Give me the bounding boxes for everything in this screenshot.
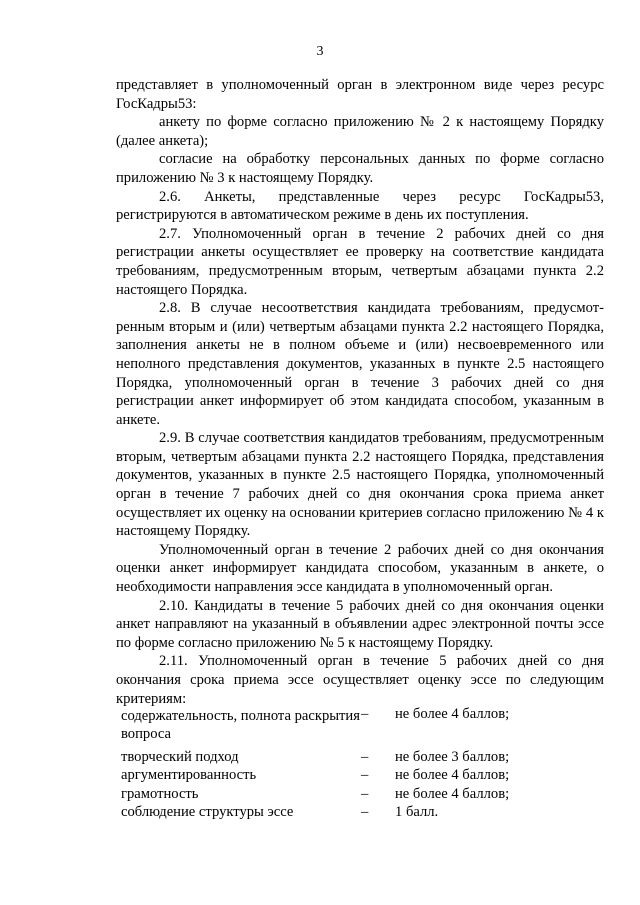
paragraph-notification: Уполномоченный орган в течение 2 рабочих дней со дня окончания оценки анкет информирует кандидата способом, указанным в анкете, о необходимости направления эссе кандидата в уполномоченный орган.: [116, 541, 604, 596]
paragraph-questionnaire: анкету по форме согласно приложению № 2 к настоящему Порядку (далее анкета);: [116, 114, 604, 149]
criterion-dash: –: [361, 785, 369, 802]
criterion-dash: –: [361, 804, 369, 821]
criterion-score: не более 4 баллов;: [395, 706, 510, 722]
criterion-name: содержательность, полнота раскрытия вопроса: [121, 708, 360, 743]
criterion-dash: –: [361, 767, 369, 784]
criteria-table: [121, 707, 581, 821]
criteria-row: [121, 803, 581, 821]
paragraph-2-8: 2.8. В случае несоответствия кандидата требованиям, предусмотренным вторым и (или) четвертым абзацами пункта 2.2 настоящего Порядка, заполнения анкеты не в полном объеме и (или) несвоевременного или неполного представления документов, указанных в пункте 2.5 настоящего Порядка, уполномоченный орган в течение 3 рабочих дней со дня регистрации анкет информирует об этом кандидата способом, указанным в анкете.: [116, 300, 604, 428]
paragraph-submission-intro: представляет в уполномоченный орган в электронном виде через ресурс ГосКадры53:: [116, 77, 604, 112]
paragraph-consent: согласие на обработку персональных данных по форме согласно приложению № 3 к настоящему Порядку.: [116, 151, 604, 186]
paragraph-2-7: 2.7. Уполномоченный орган в течение 2 рабочих дней со дня регистрации анкеты осуществляет ее проверку на соответствие кандидата требованиям, предусмотренным вторым, четвертым абзацами пункта 2.2 настоящего Порядка.: [116, 225, 604, 298]
criteria-row: [121, 785, 581, 803]
criteria-row: [121, 748, 581, 766]
criterion-score: не более 4 баллов;: [395, 785, 510, 802]
criterion-dash: –: [361, 706, 369, 722]
criteria-row: [121, 766, 581, 784]
paragraph-2-9: 2.9. В случае соответствия кандидатов требованиям, предусмотренным вторым, четвертым абзацами пункта 2.2 настоящего Порядка, представления документов, указанных в пункте 2.5 настоящего Порядка, уполномоченный орган в течение 7 рабочих дней со дня окончания срока приема анкет осуществляет их оценку на основании критериев согласно приложению № 4 к настоящему Порядку.: [116, 430, 604, 540]
criterion-name: соблюдение структуры эссе: [121, 804, 294, 821]
paragraph-2-11: 2.11. Уполномоченный орган в течение 5 рабочих дней со дня окончания срока приема эссе осуществляет оценку эссе по следующим критериям:: [116, 653, 604, 707]
criterion-score: 1 балл.: [395, 804, 439, 821]
criterion-score: не более 3 баллов;: [395, 748, 510, 765]
criterion-name: грамотность: [121, 785, 199, 802]
criterion-dash: –: [361, 748, 369, 765]
paragraph-2-6: 2.6. Анкеты, представленные через ресурс ГосКадры53, регистрируются в автоматическом режиме в день их поступления.: [116, 188, 604, 224]
page-number: 3: [316, 44, 324, 59]
criterion-score: не более 4 баллов;: [395, 767, 510, 784]
criterion-name: творческий подход: [121, 748, 239, 765]
criterion-name: аргументированность: [121, 767, 257, 784]
document-body: [116, 76, 604, 708]
paragraph-2-10: 2.10. Кандидаты в течение 5 рабочих дней со дня окончания оценки анкет направляют на указанный в объявлении адрес электронной почты эссе по форме согласно приложению № 5 к настоящему Порядку.: [116, 597, 604, 651]
criteria-row: [121, 707, 581, 748]
